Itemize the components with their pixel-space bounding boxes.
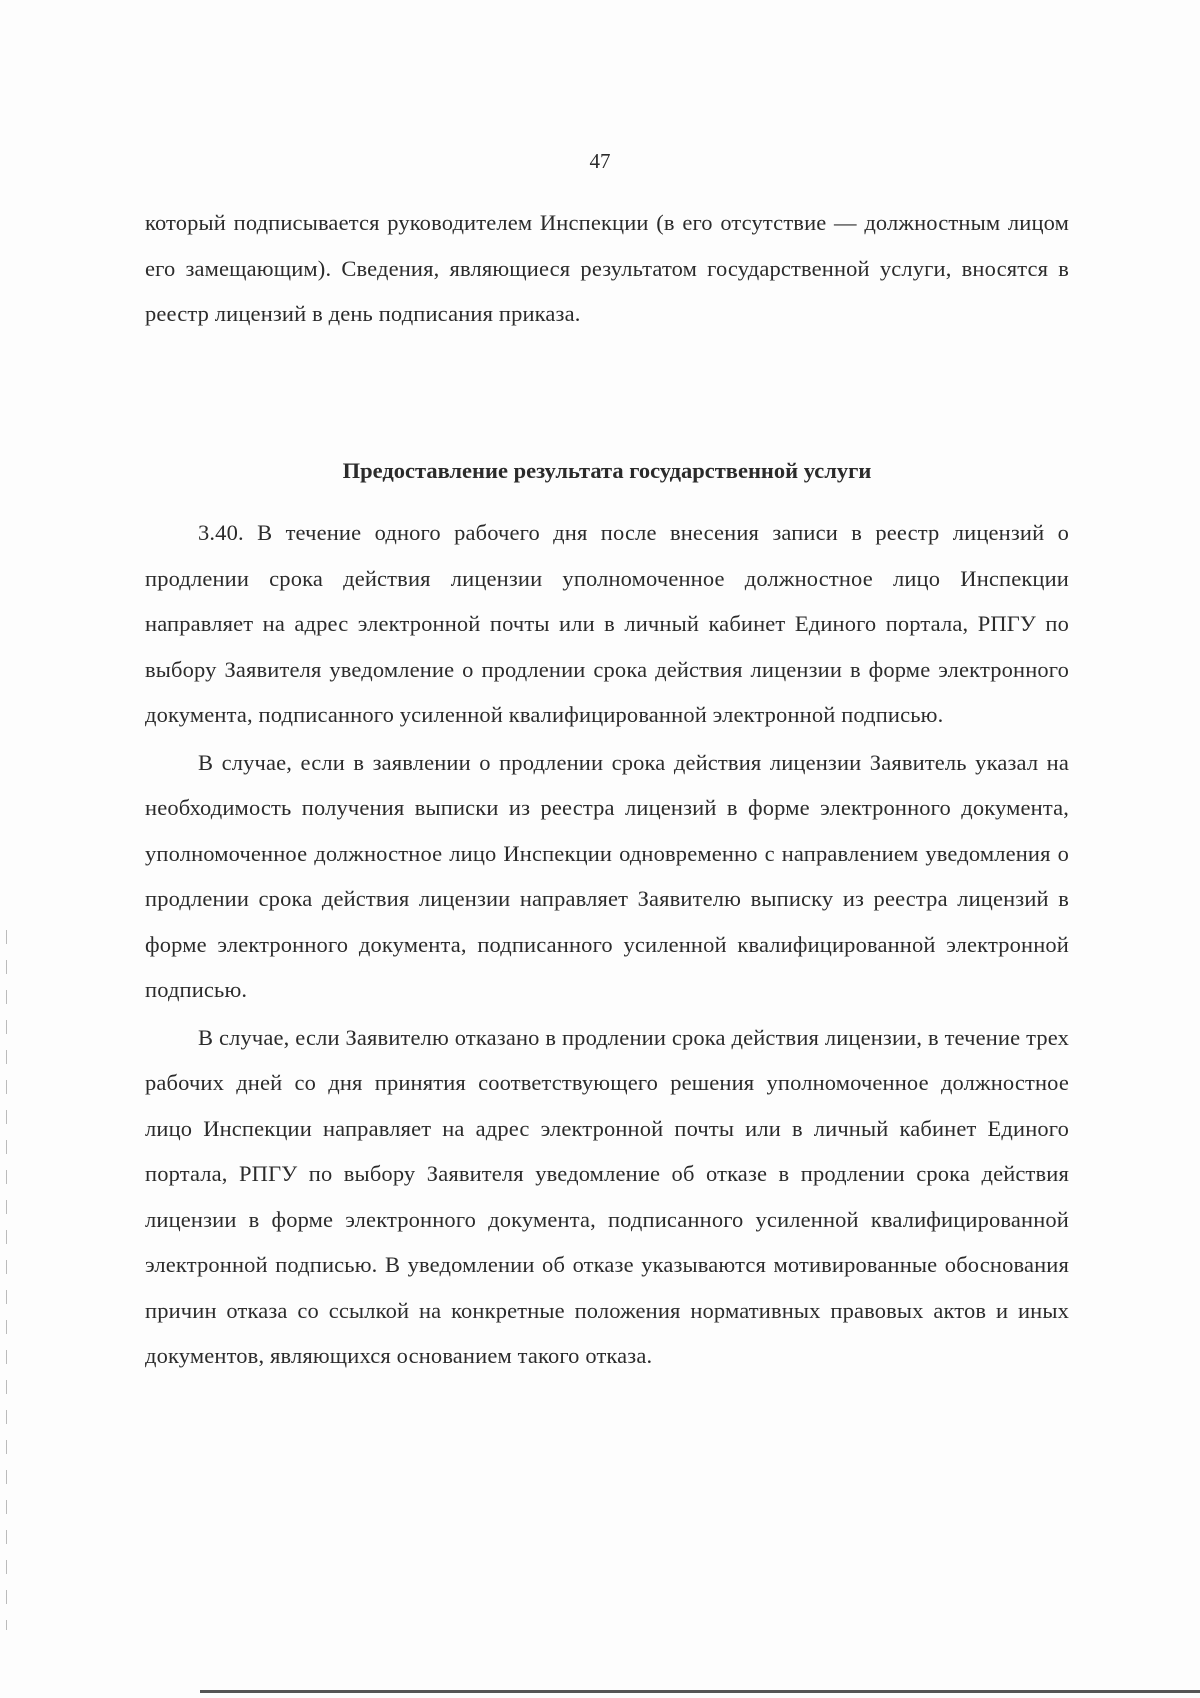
continuation-paragraph-block xyxy=(145,200,1069,337)
scan-edge-bottom xyxy=(200,1690,1200,1693)
continuation-paragraph: который подписывается руководителем Инспекции (в его отсутствие — должностным лицом его замещающим). Сведения, являющиеся результатом государственной услуги, вносятся в реестр лицензий в день подписания приказа. xyxy=(145,210,1069,326)
paragraph-3-40: 3.40. В течение одного рабочего дня после внесения записи в реестр лицензий о продлении срока действия лицензии уполномоченное должностное лицо Инспекции направляет на адрес электронной почты или в личный кабинет Единого портала, РПГУ по выбору Заявителя уведомление о продлении срока действия лицензии в форме электронного документа, подписанного усиленной квалифицированной электронной подписью. xyxy=(145,520,1069,727)
section-body xyxy=(145,510,1069,1381)
paragraph-refusal: В случае, если Заявителю отказано в продлении срока действия лицензии, в течение трех рабочих дней со дня принятия соответствующего решения уполномоченное должностное лицо Инспекции направляет на адрес электронной почты или в личный кабинет Единого портала, РПГУ по выбору Заявителя уведомление об отказе в продлении срока действия лицензии в форме электронного документа, подписанного усиленной квалифицированной электронной подписью. В уведомлении об отказе указываются мотивированные обоснования причин отказа со ссылкой на конкретные положения нормативных правовых актов и иных документов, являющихся основанием такого отказа. xyxy=(145,1024,1069,1368)
paragraph-extract-request: В случае, если в заявлении о продлении срока действия лицензии Заявитель указал на необходимость получения выписки из реестра лицензий в форме электронного документа, уполномоченное должностное лицо Инспекции одновременно с направлением уведомления о продлении срока действия лицензии направляет Заявителю выписку из реестра лицензий в форме электронного документа, подписанного усиленной квалифицированной электронной подписью. xyxy=(145,749,1069,1002)
page-number: 47 xyxy=(589,149,611,173)
scan-edge-left xyxy=(6,930,7,1630)
section-heading: Предоставление результата государственной услуги xyxy=(342,458,872,483)
